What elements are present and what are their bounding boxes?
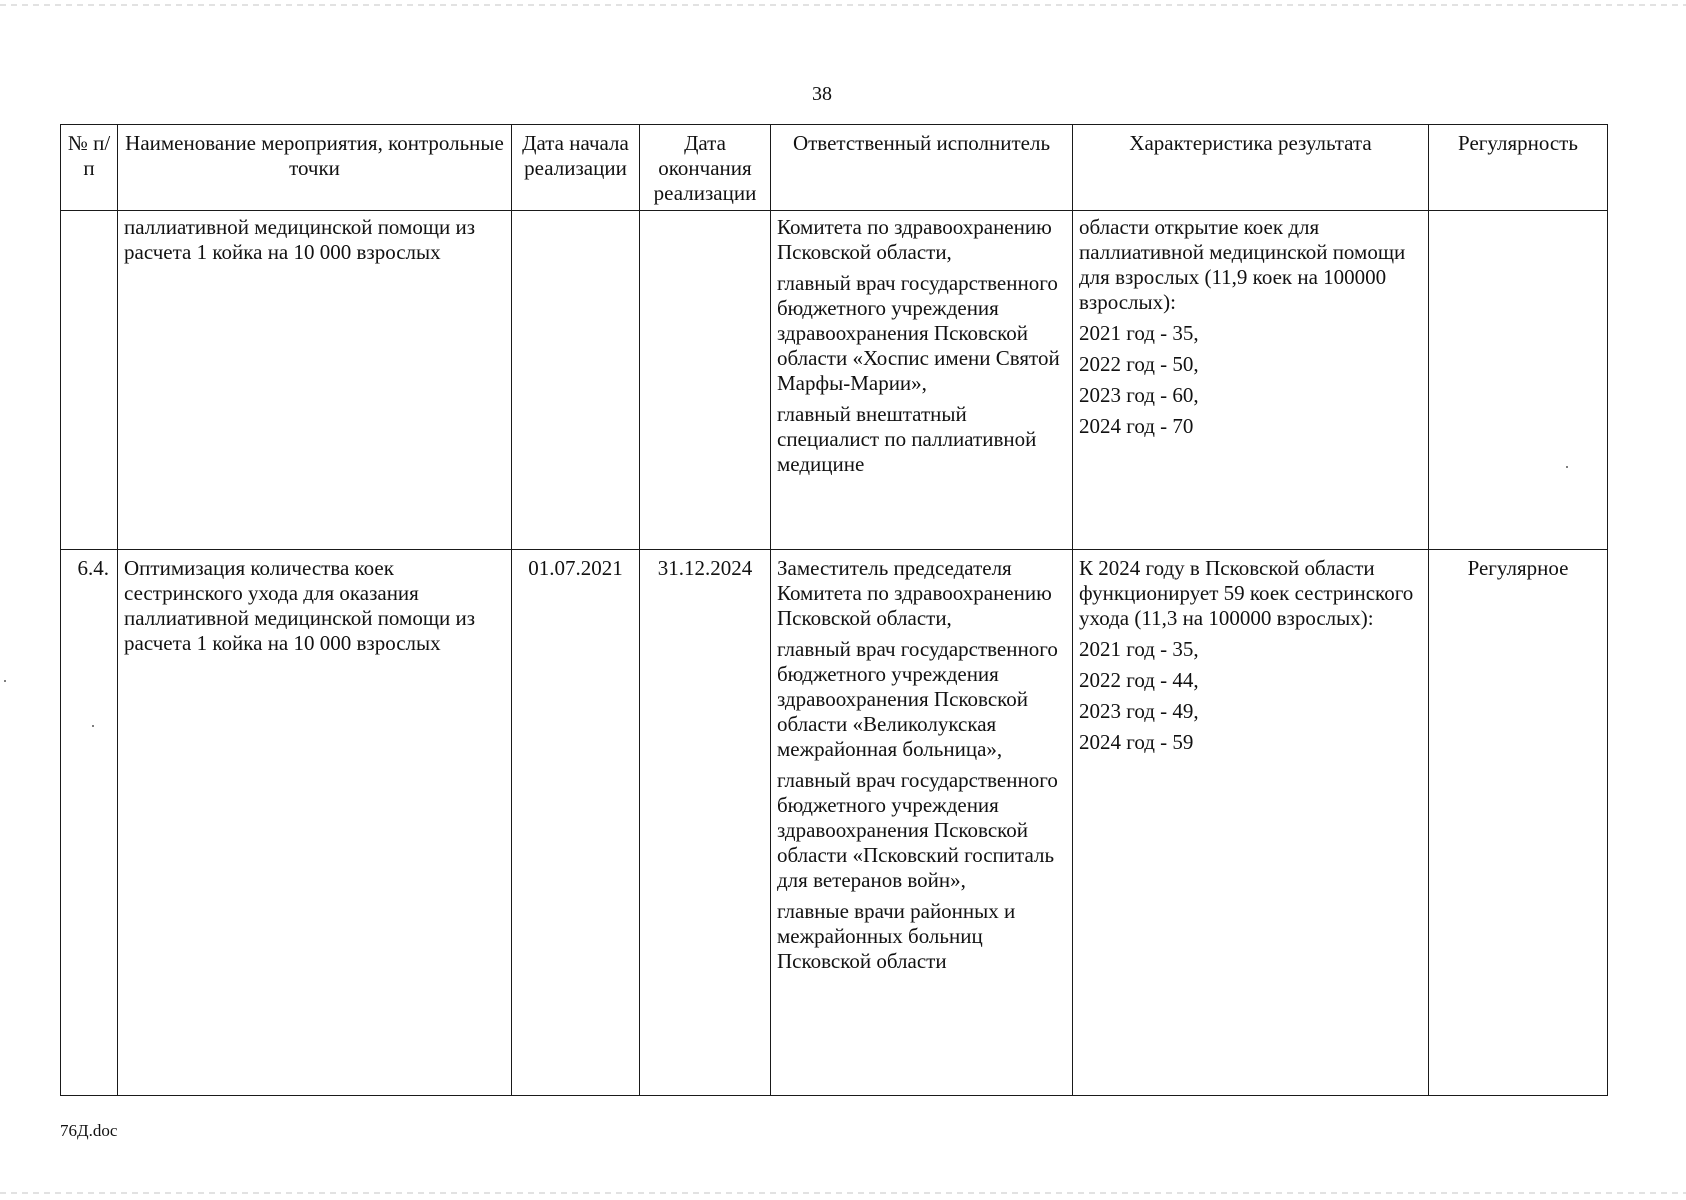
- scan-edge-top: [0, 4, 1686, 6]
- scan-edge-bottom: [0, 1192, 1686, 1194]
- cell-num: 6.4.: [61, 550, 118, 1096]
- result-intro: области открытие коек для паллиативной медицинской помощи для взрослых (11,9 коек на 100000 взрослых):: [1079, 215, 1406, 314]
- scan-speck: [4, 680, 6, 682]
- result-value: 2024 год - 59: [1079, 730, 1194, 754]
- responsible-line: главные врачи районных и межрайонных больниц Псковской области: [777, 899, 1016, 973]
- header-responsible: Ответственный исполнитель: [771, 125, 1073, 211]
- table-row-continuation: [61, 211, 1608, 550]
- cell-responsible: [771, 550, 1073, 1096]
- header-regularity: Регулярность: [1429, 125, 1608, 211]
- cell-end-date: [640, 211, 771, 550]
- scan-speck: [1566, 466, 1568, 468]
- responsible-line: Комитета по здравоохранению Псковской области,: [777, 215, 1052, 264]
- cell-start-date: [512, 211, 640, 550]
- cell-name: Оптимизация количества коек сестринского ухода для оказания паллиативной медицинской помощи из расчета 1 койка на 10 000 взрослых: [118, 550, 512, 1096]
- measures-table: [60, 124, 1608, 1096]
- result-value: 2023 год - 49,: [1079, 699, 1199, 723]
- cell-responsible: [771, 211, 1073, 550]
- responsible-line: главный врач государственного бюджетного учреждения здравоохранения Псковской области «Великолукская межрайонная больница»,: [777, 637, 1058, 761]
- table-row-6-4: [61, 550, 1608, 1096]
- result-value: 2021 год - 35,: [1079, 321, 1199, 345]
- result-intro: К 2024 году в Псковской области функционирует 59 коек сестринского ухода (11,3 на 100000 взрослых):: [1079, 556, 1414, 630]
- cell-regularity: [1429, 211, 1608, 550]
- scan-speck: [92, 725, 94, 727]
- cell-num: [61, 211, 118, 550]
- responsible-line: главный врач государственного бюджетного учреждения здравоохранения Псковской области «Хоспис имени Святой Марфы-Марии»,: [777, 271, 1060, 395]
- responsible-line: главный внештатный специалист по паллиативной медицине: [777, 402, 1037, 476]
- header-name: Наименование мероприятия, контрольные точки: [118, 125, 512, 211]
- cell-result: [1073, 550, 1429, 1096]
- cell-regularity: Регулярное: [1429, 550, 1608, 1096]
- footer-filename: 76Д.doc: [60, 1121, 118, 1140]
- cell-start-date: 01.07.2021: [512, 550, 640, 1096]
- header-end-date: Дата окончания реализации: [640, 125, 771, 211]
- header-start-date: Дата начала реализации: [512, 125, 640, 211]
- result-value: 2022 год - 44,: [1079, 668, 1199, 692]
- header-num: № п/п: [61, 125, 118, 211]
- table-header-row: [61, 125, 1608, 211]
- responsible-line: главный врач государственного бюджетного учреждения здравоохранения Псковской области «Псковский госпиталь для ветеранов войн»,: [777, 768, 1058, 892]
- responsible-line: Заместитель председателя Комитета по здравоохранению Псковской области,: [777, 556, 1052, 630]
- result-value: 2023 год - 60,: [1079, 383, 1199, 407]
- header-result: Характеристика результата: [1073, 125, 1429, 211]
- cell-result: [1073, 211, 1429, 550]
- result-value: 2022 год - 50,: [1079, 352, 1199, 376]
- cell-end-date: 31.12.2024: [640, 550, 771, 1096]
- result-value: 2021 год - 35,: [1079, 637, 1199, 661]
- page-number: 38: [812, 83, 832, 105]
- result-value: 2024 год - 70: [1079, 414, 1194, 438]
- cell-name: паллиативной медицинской помощи из расчета 1 койка на 10 000 взрослых: [118, 211, 512, 550]
